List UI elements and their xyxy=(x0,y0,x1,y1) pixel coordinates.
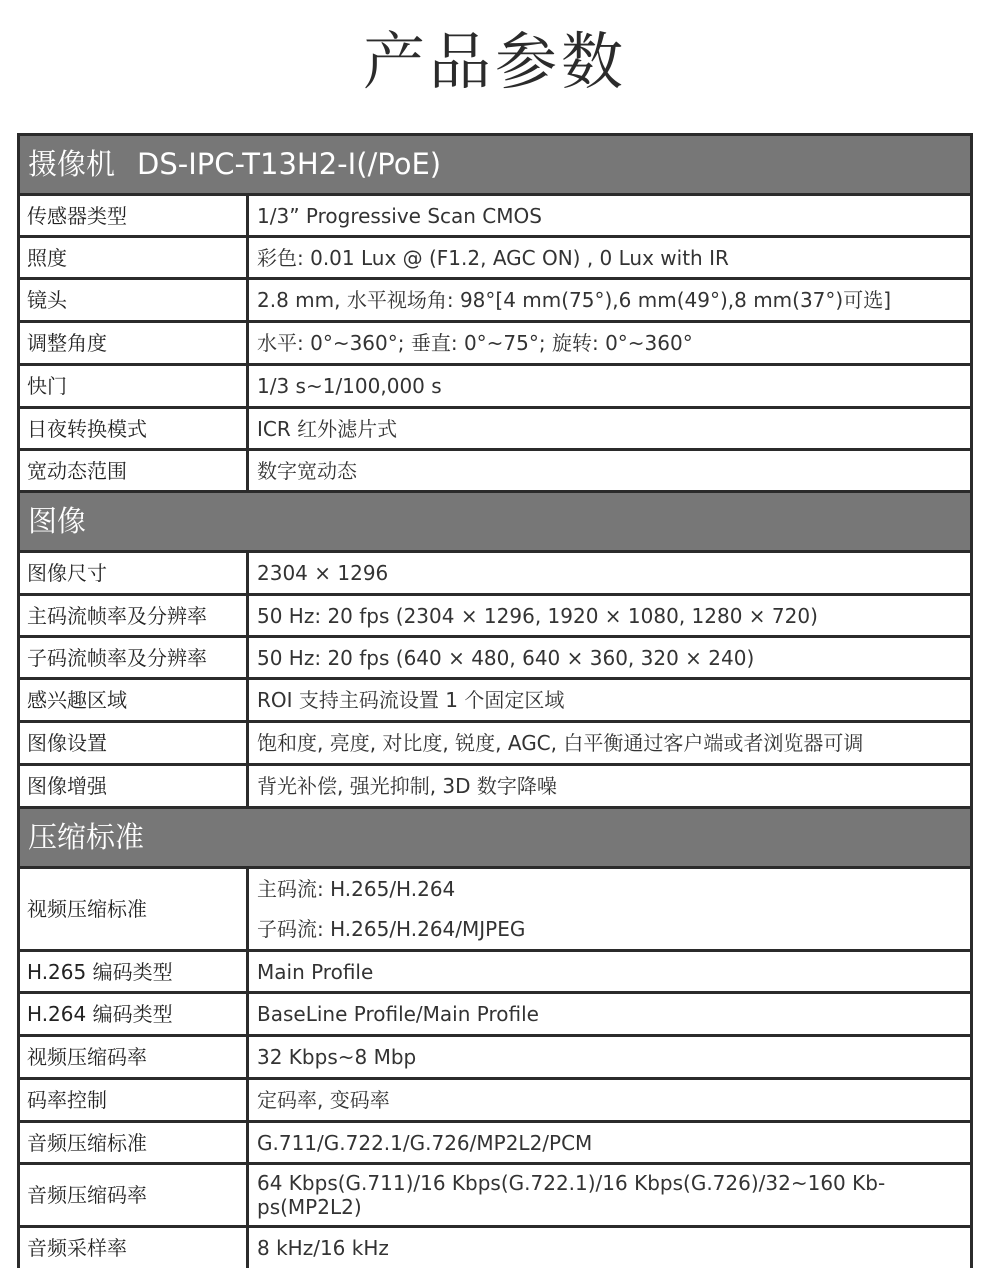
spec-row-day-night-mode xyxy=(20,409,970,451)
spec-value-line: 水平: 0°~360°; 垂直: 0°~75°; 旋转: 0°~360° xyxy=(257,331,693,355)
spec-label: 日夜转换模式 xyxy=(20,409,249,448)
spec-row-illumination xyxy=(20,238,970,280)
spec-value-line: 50 Hz: 20 fps (2304 × 1296, 1920 × 1080, 1280 × 720) xyxy=(257,603,818,628)
spec-label: 宽动态范围 xyxy=(20,451,249,490)
spec-value-line: 50 Hz: 20 fps (640 × 480, 640 × 360, 320 × 240) xyxy=(257,645,755,670)
spec-value xyxy=(249,869,970,949)
spec-value xyxy=(249,451,970,490)
spec-value-line: 64 Kbps(G.711)/16 Kbps(G.722.1)/16 Kbps(G.726)/32~160 Kb- xyxy=(257,1171,886,1195)
spec-label: 音频压缩码率 xyxy=(20,1165,249,1225)
spec-value xyxy=(249,238,970,277)
spec-value xyxy=(249,409,970,448)
spec-label: 照度 xyxy=(20,238,249,277)
spec-row-main-stream xyxy=(20,596,970,638)
spec-row-video-bitrate xyxy=(20,1037,970,1080)
spec-label: 快门 xyxy=(20,366,249,406)
spec-value-line: ps(MP2L2) xyxy=(257,1195,362,1219)
spec-table xyxy=(17,133,973,1268)
spec-label: 图像尺寸 xyxy=(20,553,249,593)
spec-value-line: Main Profile xyxy=(257,959,374,984)
spec-value xyxy=(249,1037,970,1077)
model-number: DS-IPC-T13H2-I(/PoE) xyxy=(137,147,442,181)
spec-value xyxy=(249,1165,970,1225)
spec-row-image-enhancement xyxy=(20,766,970,809)
spec-row-image-settings xyxy=(20,723,970,766)
spec-value-line: 2.8 mm, 水平视场角: 98°[4 mm(75°),6 mm(49°),8 mm(37°)可选] xyxy=(257,288,892,312)
spec-label: H.265 编码类型 xyxy=(20,952,249,991)
spec-row-sub-stream xyxy=(20,638,970,680)
spec-row-audio-bitrate xyxy=(20,1165,970,1228)
spec-value-line: 主码流: H.265/H.264 xyxy=(257,877,456,901)
spec-value xyxy=(249,596,970,635)
spec-row-adjustment-angle xyxy=(20,323,970,366)
spec-value xyxy=(249,638,970,677)
spec-row-audio-compression xyxy=(20,1123,970,1165)
spec-value-line: 32 Kbps~8 Mbp xyxy=(257,1045,417,1069)
spec-value-line: BaseLine Profile/Main Profile xyxy=(257,1002,539,1026)
spec-label: H.264 编码类型 xyxy=(20,994,249,1034)
spec-value-line: 1/3 s~1/100,000 s xyxy=(257,374,442,398)
spec-row-audio-sampling xyxy=(20,1228,970,1268)
page-title: 产品参数 xyxy=(362,25,627,98)
spec-value-line: 彩色: 0.01 Lux @ (F1.2, AGC ON) , 0 Lux with IR xyxy=(257,245,729,270)
spec-value xyxy=(249,1080,970,1120)
spec-label: 镜头 xyxy=(20,280,249,320)
spec-value-line: 定码率, 变码率 xyxy=(257,1088,390,1112)
spec-value xyxy=(249,553,970,593)
spec-value xyxy=(249,723,970,763)
spec-row-h264-profile xyxy=(20,994,970,1037)
spec-label: 传感器类型 xyxy=(20,196,249,235)
section-title: 压缩标准 xyxy=(28,820,145,854)
section-header-image xyxy=(20,493,970,553)
section-title: 图像 xyxy=(28,504,87,538)
spec-value-line: 8 kHz/16 kHz xyxy=(257,1236,389,1260)
spec-row-video-compression xyxy=(20,869,970,952)
section-header-camera xyxy=(20,136,970,196)
spec-value-line: 子码流: H.265/H.264/MJPEG xyxy=(257,917,526,941)
spec-value-line: ROI 支持主码流设置 1 个固定区域 xyxy=(257,688,565,712)
spec-label: 视频压缩标准 xyxy=(20,869,249,949)
spec-label: 图像增强 xyxy=(20,766,249,806)
spec-row-lens xyxy=(20,280,970,323)
spec-label: 音频压缩标准 xyxy=(20,1123,249,1162)
spec-value-line: 背光补偿, 强光抑制, 3D 数字降噪 xyxy=(257,774,557,798)
section-header-compression xyxy=(20,809,970,869)
spec-value-line: 饱和度, 亮度, 对比度, 锐度, AGC, 白平衡通过客户端或者浏览器可调 xyxy=(257,731,864,755)
spec-row-wdr xyxy=(20,451,970,493)
spec-label: 音频采样率 xyxy=(20,1228,249,1268)
spec-value-line: G.711/G.722.1/G.726/MP2L2/PCM xyxy=(257,1130,593,1155)
spec-value-line: 1/3” Progressive Scan CMOS xyxy=(257,203,542,228)
spec-value xyxy=(249,280,970,320)
spec-value xyxy=(249,766,970,806)
spec-row-h265-profile xyxy=(20,952,970,994)
spec-value xyxy=(249,323,970,363)
spec-value xyxy=(249,680,970,720)
spec-label: 调整角度 xyxy=(20,323,249,363)
spec-value-line: 数字宽动态 xyxy=(257,458,357,483)
spec-value xyxy=(249,196,970,235)
spec-row-image-size xyxy=(20,553,970,596)
spec-label: 子码流帧率及分辨率 xyxy=(20,638,249,677)
section-title: 摄像机 xyxy=(28,147,116,181)
spec-value xyxy=(249,366,970,406)
spec-row-roi xyxy=(20,680,970,723)
spec-value xyxy=(249,1228,970,1268)
spec-value xyxy=(249,952,970,991)
spec-label: 码率控制 xyxy=(20,1080,249,1120)
spec-row-bitrate-control xyxy=(20,1080,970,1123)
spec-value-line: ICR 红外滤片式 xyxy=(257,416,398,441)
spec-value-line: 2304 × 1296 xyxy=(257,561,389,585)
spec-row-shutter xyxy=(20,366,970,409)
spec-label: 视频压缩码率 xyxy=(20,1037,249,1077)
spec-label: 感兴趣区域 xyxy=(20,680,249,720)
spec-value xyxy=(249,994,970,1034)
spec-label: 图像设置 xyxy=(20,723,249,763)
spec-row-sensor-type xyxy=(20,196,970,238)
spec-value xyxy=(249,1123,970,1162)
spec-label: 主码流帧率及分辨率 xyxy=(20,596,249,635)
